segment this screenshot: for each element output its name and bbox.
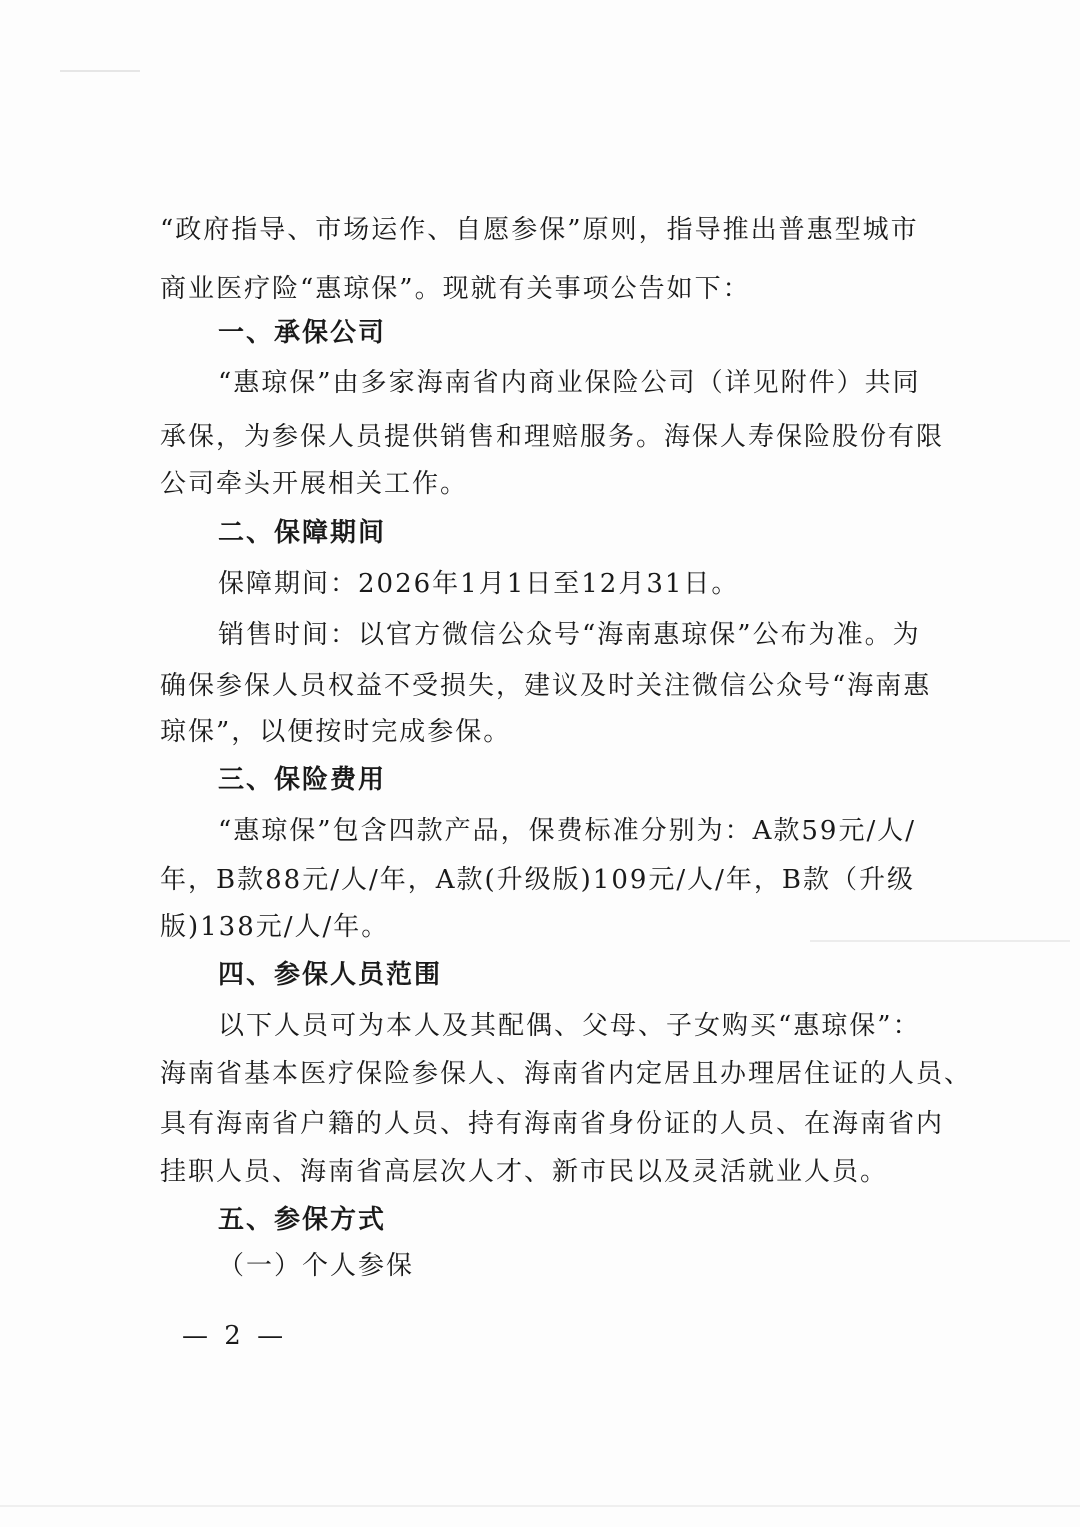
section-2-text: 确保参保人员权益不受损失，建议及时关注微信公众号“海南惠 [160, 671, 932, 701]
page-number: — 2 — [182, 1321, 288, 1351]
section-3-text: “惠琼保”包含四款产品，保费标准分别为：A款59元/人/ [218, 816, 916, 846]
section-heading-3: 三、保险费用 [218, 765, 387, 795]
section-3-text: 版)138元/人/年。 [160, 912, 390, 942]
section-2-text: 琼保”，以便按时完成参保。 [160, 717, 512, 747]
section-1-text: 公司牵头开展相关工作。 [160, 469, 469, 499]
section-4-text: 具有海南省户籍的人员、持有海南省身份证的人员、在海南省内 [160, 1109, 945, 1139]
scan-artifact [810, 940, 1070, 942]
section-3-text: 年，B款88元/人/年，A款(升级版)109元/人/年，B款（升级 [160, 865, 916, 895]
scan-artifact [60, 70, 140, 72]
scan-artifact [0, 1505, 1080, 1507]
intro-text: 商业医疗险“惠琼保”。现就有关事项公告如下： [160, 274, 751, 304]
section-5-subheading: （一）个人参保 [218, 1251, 415, 1281]
section-2-text: 保障期间：2026年1月1日至12月31日。 [218, 569, 740, 599]
section-heading-1: 一、承保公司 [218, 318, 387, 348]
section-4-text: 以下人员可为本人及其配偶、父母、子女购买“惠琼保”： [218, 1011, 921, 1041]
section-4-text: 挂职人员、海南省高层次人才、新市民以及灵活就业人员。 [160, 1157, 889, 1187]
section-2-text: 销售时间：以官方微信公众号“海南惠琼保”公布为准。为 [218, 620, 921, 650]
section-heading-4: 四、参保人员范围 [218, 960, 443, 990]
section-1-text: 承保，为参保人员提供销售和理赔服务。海保人寿保险股份有限 [160, 422, 945, 452]
section-heading-2: 二、保障期间 [218, 518, 387, 548]
section-4-text: 海南省基本医疗保险参保人、海南省内定居且办理居住证的人员、 [160, 1059, 973, 1089]
section-1-text: “惠琼保”由多家海南省内商业保险公司（详见附件）共同 [218, 368, 921, 398]
section-heading-5: 五、参保方式 [218, 1205, 387, 1235]
intro-text: “政府指导、市场运作、自愿参保”原则，指导推出普惠型城市 [160, 215, 919, 245]
